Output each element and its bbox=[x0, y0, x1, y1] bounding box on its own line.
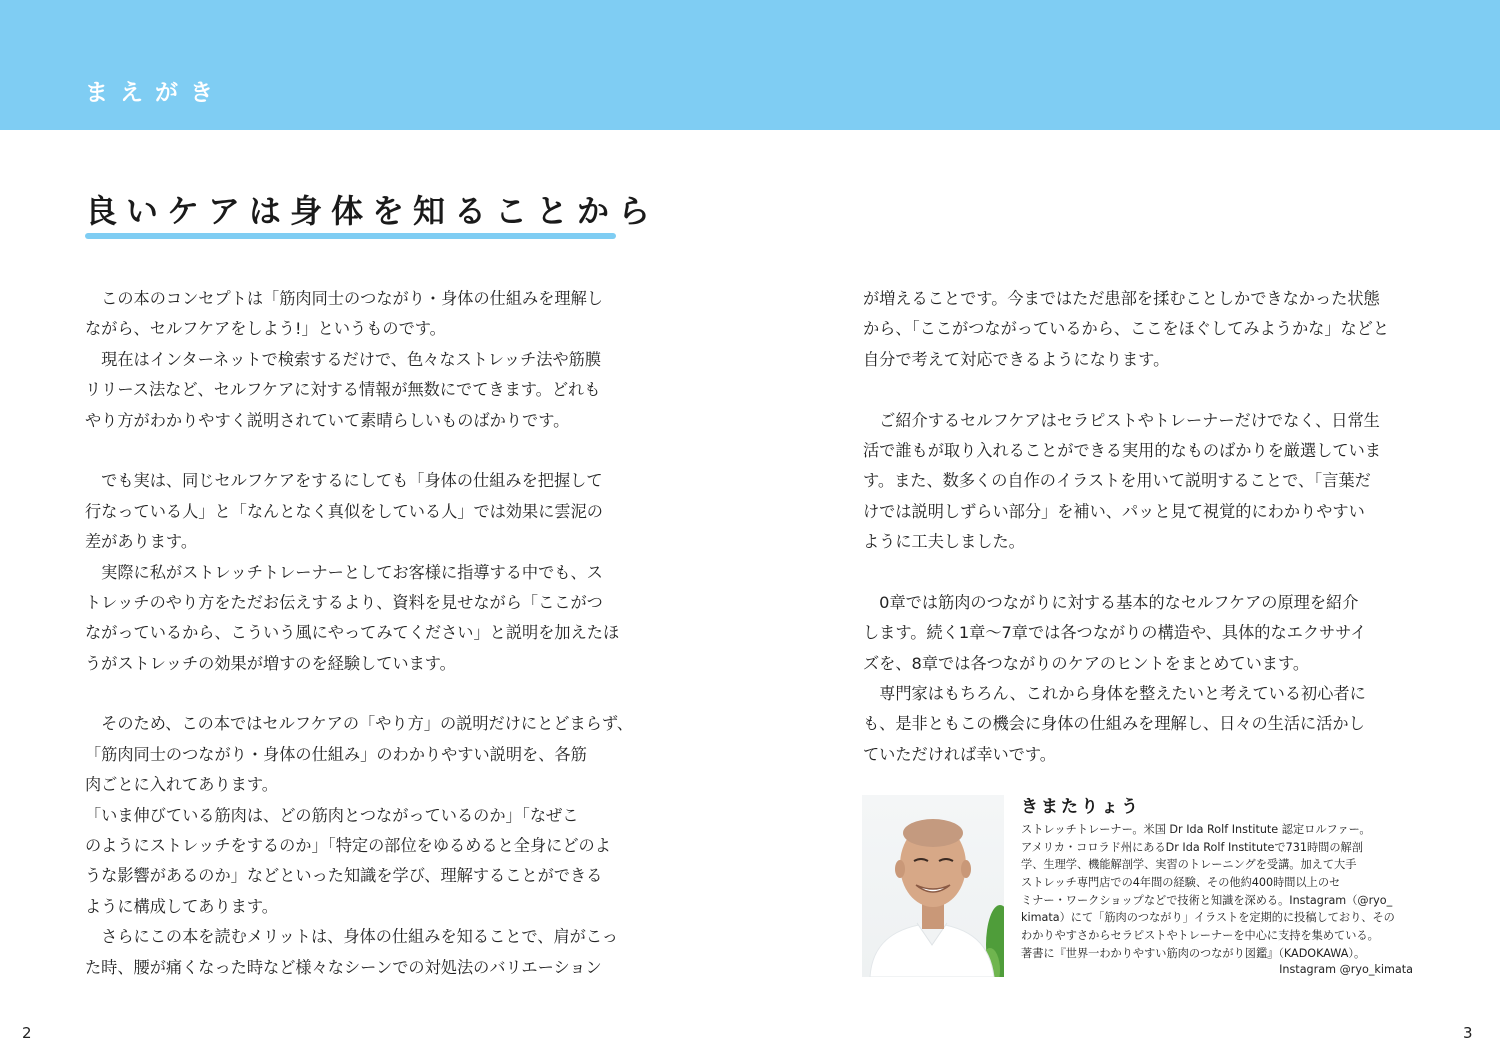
text-line: けでは説明しずらい部分」を補い、パッと見て視覚的にわかりやすい bbox=[863, 501, 1365, 521]
text-line: 専門家はもちろん、これから身体を整えたいと考えている初心者に bbox=[863, 684, 1366, 704]
text-line: 活で誰もが取り入れることができる実用的なものばかりを厳選していま bbox=[863, 440, 1381, 460]
text-line: やり方がわかりやすく説明されていて素晴らしいものばかりです。 bbox=[85, 410, 570, 430]
text-line: 差があります。 bbox=[85, 532, 198, 552]
text-line: 現在はインターネットで検索するだけで、色々なストレッチ法や筋膜 bbox=[85, 349, 602, 369]
text-line: でも実は、同じセルフケアをするにしても「身体の仕組みを把握して bbox=[85, 471, 603, 491]
author-portrait-icon bbox=[862, 795, 1004, 977]
text-line: ズを、8章では各つながりのケアのヒントをまとめています。 bbox=[863, 653, 1310, 673]
header-label: まえがき bbox=[85, 80, 225, 106]
bio-line: ストレッチ専門店での4年間の経験、その他約400時間以上のセ bbox=[1021, 876, 1341, 890]
text-line: のようにストレッチをするのか」「特定の部位をゆるめると全身にどのよ bbox=[85, 836, 611, 856]
author-instagram: Instagram @ryo_kimata bbox=[1279, 963, 1413, 976]
header-band bbox=[0, 0, 1500, 130]
text-line: す。また、数多くの自作のイラストを用いて説明することで、「言葉だ bbox=[863, 471, 1371, 491]
bio-line: kimata）にて「筋肉のつながり」イラストを定期的に投稿しており、その bbox=[1021, 911, 1395, 925]
title-underline bbox=[85, 233, 616, 239]
text-line: 自分で考えて対応できるようになります。 bbox=[863, 349, 1170, 369]
paragraph-gap bbox=[863, 558, 1423, 588]
text-line: ながら、セルフケアをしよう!」というものです。 bbox=[85, 319, 446, 339]
text-line: さらにこの本を読むメリットは、身体の仕組みを知ることで、肩がこっ bbox=[85, 927, 618, 947]
text-line: この本のコンセプトは「筋肉同士のつながり・身体の仕組みを理解し bbox=[85, 289, 603, 308]
text-line: 0章では筋肉のつながりに対する基本的なセルフケアの原理を紹介 bbox=[863, 592, 1359, 612]
bio-line: わかりやすさからセラピストやトレーナーを中心に支持を集めている。 bbox=[1021, 929, 1379, 943]
bio-line: アメリカ・コロラド州にあるDr Ida Rolf Instituteで731時間の解剖 bbox=[1021, 840, 1363, 854]
paragraph-gap bbox=[85, 679, 645, 709]
paragraph-gap bbox=[863, 375, 1423, 405]
bio-line: ミナー・ワークショップなどで技術と知識を深める。Instagram（@ryo_ bbox=[1021, 893, 1393, 907]
page-number-left: 2 bbox=[22, 1024, 32, 1042]
text-line: ながっているから、こういう風にやってみてください」と説明を加えたほ bbox=[85, 623, 620, 643]
author-bio bbox=[1021, 821, 1421, 963]
text-line: ご紹介するセルフケアはセラピストやトレーナーだけでなく、日常生 bbox=[863, 410, 1380, 430]
text-line: が増えることです。今まではただ患部を揉むことしかできなかった状態 bbox=[863, 289, 1380, 308]
text-line: ように構成してあります。 bbox=[85, 896, 278, 916]
bio-line: ストレッチトレーナー。米国 Dr Ida Rolf Institute 認定ロルファー。 bbox=[1021, 823, 1371, 836]
text-line: リリース法など、セルフケアに対する情報が無数にでてきます。どれも bbox=[85, 380, 601, 400]
text-line: 行なっている人」と「なんとなく真似をしている人」では効果に雲泥の bbox=[85, 501, 603, 521]
text-line: ように工夫しました。 bbox=[863, 532, 1025, 552]
text-line: うな影響があるのか」などといった知識を学び、理解することができる bbox=[85, 866, 603, 886]
left-column bbox=[85, 284, 645, 983]
text-line: 「筋肉同士のつながり・身体の仕組み」のわかりやすい説明を、各筋 bbox=[85, 744, 587, 764]
page-title: 良いケアは身体を知ることから bbox=[85, 192, 660, 230]
text-line: 実際に私がストレッチトレーナーとしてお客様に指導する中でも、ス bbox=[85, 562, 603, 582]
text-line: します。続く1章〜7章では各つながりの構造や、具体的なエクササイ bbox=[863, 623, 1367, 643]
text-line: 「いま伸びている筋肉は、どの筋肉とつながっているのか」「なぜこ bbox=[85, 805, 579, 825]
author-name: きまたりょう bbox=[1021, 797, 1141, 817]
page-number-right: 3 bbox=[1463, 1024, 1473, 1042]
text-line: うがストレッチの効果が増すのを経験しています。 bbox=[85, 653, 456, 673]
paragraph-gap bbox=[85, 436, 645, 466]
text-line: そのため、この本ではセルフケアの「やり方」の説明だけにとどまらず、 bbox=[85, 714, 633, 734]
bio-line: 著書に『世界一わかりやすい筋肉のつながり図鑑』（KADOKAWA）。 bbox=[1021, 946, 1366, 960]
text-line: ていただければ幸いです。 bbox=[863, 744, 1056, 764]
bio-line: 学、生理学、機能解剖学、実習のトレーニングを受講。加えて大手 bbox=[1021, 858, 1357, 872]
text-line: から、「ここがつながっているから、ここをほぐしてみようかな」などと bbox=[863, 319, 1390, 339]
author-photo bbox=[862, 795, 1004, 977]
right-column bbox=[863, 284, 1423, 770]
text-line: た時、腰が痛くなった時など様々なシーンでの対処法のバリエーション bbox=[85, 957, 602, 977]
text-line: トレッチのやり方をただお伝えするより、資料を見せながら「ここがつ bbox=[85, 592, 603, 612]
text-line: 肉ごとに入れてあります。 bbox=[85, 775, 278, 795]
text-line: も、是非ともこの機会に身体の仕組みを理解し、日々の生活に活かし bbox=[863, 714, 1365, 734]
